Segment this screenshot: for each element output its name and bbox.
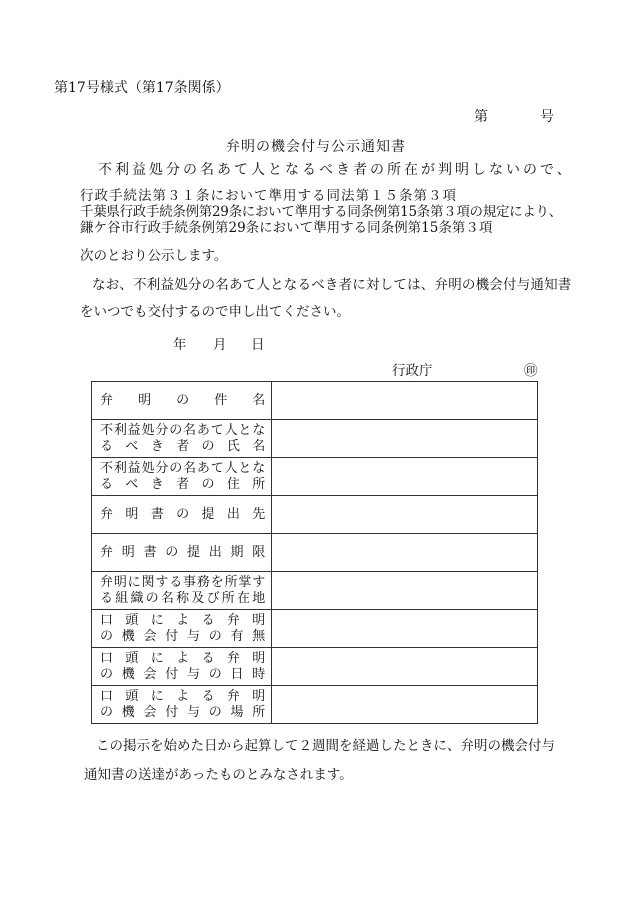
row-label-line: 弁明書の提出期限: [100, 544, 266, 560]
details-table: [91, 381, 538, 724]
row-value[interactable]: [272, 534, 538, 572]
paragraph-1-opening: 不利益処分の名あて人となるべき者の所在が判明しないので、: [98, 162, 574, 178]
law-line-3: 鎌ケ谷市行政手続条例第29条において準用する同条例第15条第３項: [80, 220, 493, 236]
row-label-line: るべき者の住所: [100, 476, 266, 492]
date-year-label: 年: [173, 337, 187, 353]
row-label-line: の機会付与の日時: [100, 666, 266, 682]
table-row: [92, 572, 538, 610]
row-value[interactable]: [272, 572, 538, 610]
row-label: [92, 648, 272, 686]
table-row: [92, 610, 538, 648]
row-value[interactable]: [272, 686, 538, 724]
date-month-label: 月: [213, 337, 227, 353]
table-row: [92, 420, 538, 458]
row-label-line: 口頭による弁明: [100, 612, 266, 628]
footer-note-line-1: この掲示を始めた日から起算して２週間を経過したときに、弁明の機会付与: [96, 738, 555, 754]
paragraph-1-closing: 次のとおり公示します。: [80, 248, 228, 264]
row-label-line: の機会付与の有無: [100, 628, 266, 644]
table-row: [92, 496, 538, 534]
form-number: 第17号様式（第17条関係）: [54, 80, 230, 96]
document-number-prefix: 第: [474, 109, 488, 125]
row-label: [92, 572, 272, 610]
law-line-1: 行政手続法第３１条において準用する同法第１５条第３項: [80, 188, 457, 204]
table-row: [92, 648, 538, 686]
table-row: [92, 458, 538, 496]
row-value[interactable]: [272, 496, 538, 534]
row-label-line: 口頭による弁明: [100, 688, 266, 704]
law-line-2: 千葉県行政手続条例第29条において準用する同条例第15条第３項の規定により、: [80, 204, 562, 220]
table-row: [92, 686, 538, 724]
row-value[interactable]: [272, 458, 538, 496]
row-label: [92, 382, 272, 420]
row-label-line: 弁明の件名: [100, 392, 266, 408]
document-title: 弁明の機会付与公示通知書: [226, 139, 406, 155]
row-label: [92, 420, 272, 458]
row-value[interactable]: [272, 648, 538, 686]
issuing-agency-label: 行政庁: [392, 363, 433, 379]
table-row: [92, 382, 538, 420]
row-label-line: 不利益処分の名あて人とな: [100, 422, 266, 438]
row-label-line: 不利益処分の名あて人とな: [100, 460, 266, 476]
date-day-label: 日: [251, 337, 265, 353]
row-label: [92, 458, 272, 496]
row-label: [92, 496, 272, 534]
row-label-line: の機会付与の場所: [100, 704, 266, 720]
row-value[interactable]: [272, 382, 538, 420]
paragraph-2-line-1: なお、不利益処分の名あて人となるべき者に対しては、弁明の機会付与通知書: [92, 277, 572, 293]
row-label: [92, 610, 272, 648]
row-label-line: 弁明書の提出先: [100, 506, 266, 522]
document-number-suffix: 号: [540, 109, 554, 125]
table-row: [92, 534, 538, 572]
paragraph-2-line-2: をいつでも交付するので申し出てください。: [80, 304, 350, 320]
row-label-line: 口頭による弁明: [100, 650, 266, 666]
row-label-line: 弁明に関する事務を所掌す: [100, 574, 266, 590]
row-value[interactable]: [272, 420, 538, 458]
footer-note-line-2: 通知書の送達があったものとみなされます。: [84, 767, 353, 783]
row-value[interactable]: [272, 610, 538, 648]
row-label-line: るべき者の氏名: [100, 438, 266, 454]
seal-mark: ㊞: [524, 363, 538, 379]
row-label: [92, 534, 272, 572]
row-label-line: る組織の名称及び所在地: [100, 590, 266, 606]
row-label: [92, 686, 272, 724]
